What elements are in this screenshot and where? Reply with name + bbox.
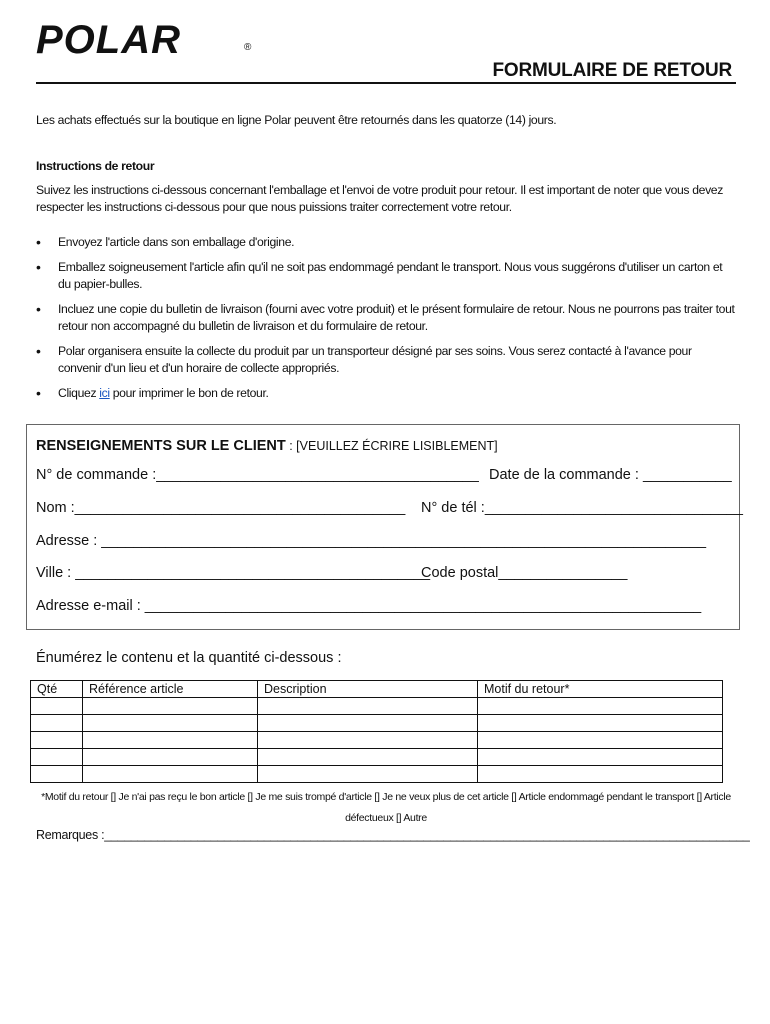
print-instruction-prefix: Cliquez	[58, 386, 100, 400]
table-cell[interactable]	[478, 715, 723, 732]
phone-field[interactable]: N° de tél :________________________________	[421, 500, 743, 516]
header-divider	[36, 82, 736, 84]
address-field[interactable]: Adresse : ___________________________________________________________________________	[36, 533, 707, 549]
table-cell[interactable]	[31, 749, 83, 766]
table-cell[interactable]	[31, 732, 83, 749]
page-title: FORMULAIRE DE RETOUR	[492, 60, 732, 81]
polar-logo	[36, 18, 252, 62]
table-cell[interactable]	[31, 766, 83, 783]
items-label: Énumérez le contenu et la quantité ci-dessous :	[36, 650, 342, 666]
table-cell[interactable]	[83, 715, 258, 732]
instructions-list	[36, 234, 736, 410]
postal-code-field[interactable]: Code postal________________	[421, 565, 628, 581]
table-header-row	[31, 681, 723, 698]
table-cell[interactable]	[258, 698, 478, 715]
name-field[interactable]: Nom :_________________________________________	[36, 500, 406, 516]
column-header: Description	[258, 681, 478, 698]
table-cell[interactable]	[83, 732, 258, 749]
table-cell[interactable]	[478, 698, 723, 715]
table-cell[interactable]	[258, 732, 478, 749]
list-item: • Envoyez l'article dans son emballage d'origine.	[36, 234, 736, 251]
table-row	[31, 732, 723, 749]
print-form-link[interactable]: ici	[99, 386, 110, 400]
client-heading	[36, 438, 498, 454]
intro-text: Les achats effectués sur la boutique en ligne Polar peuvent être retournés dans les quatorze (14) jours.	[36, 113, 557, 127]
brand-wordmark: POLAR	[36, 18, 181, 62]
table-row	[31, 749, 723, 766]
table-row	[31, 766, 723, 783]
order-date-field[interactable]: Date de la commande : ___________	[489, 467, 732, 483]
column-header: Motif du retour*	[478, 681, 723, 698]
table-cell[interactable]	[83, 698, 258, 715]
list-item: • Polar organisera ensuite la collecte du produit par un transporteur désigné par ses soins. Vous serez contacté à l'avance pour convenir d'un lieu et d'un horaire de collecte appropriés.	[36, 343, 736, 377]
column-header: Qté	[31, 681, 83, 698]
list-item	[36, 385, 736, 402]
email-field[interactable]: Adresse e-mail : _____________________________________________________________________	[36, 598, 702, 614]
column-header: Référence article	[83, 681, 258, 698]
list-item: • Incluez une copie du bulletin de livraison (fourni avec votre produit) et le présent formulaire de retour. Nous ne pourrons pas traiter tout retour non accompagné du bulletin de livraison et du formulaire de retour.	[36, 301, 736, 335]
table-cell[interactable]	[478, 749, 723, 766]
order-number-field[interactable]: N° de commande :________________________________________	[36, 467, 479, 483]
items-table	[30, 680, 723, 783]
return-reason-legend: *Motif du retour [] Je n'ai pas reçu le bon article [] Je me suis trompé d'article [] Je ne veux plus de cet article [] Article endommagé pendant le transport [] Article défectueux [] Autre	[41, 791, 731, 824]
remarks-field[interactable]: Remarques :_________________________________________________________________________________________________	[36, 828, 750, 842]
registered-mark: ®	[244, 42, 252, 53]
table-cell[interactable]	[478, 732, 723, 749]
instructions-heading: Instructions de retour	[36, 159, 155, 173]
client-heading-note: : [VEUILLEZ ÉCRIRE LISIBLEMENT]	[285, 439, 498, 453]
client-heading-title: RENSEIGNEMENTS SUR LE CLIENT	[36, 438, 286, 454]
table-cell[interactable]	[258, 715, 478, 732]
list-item: • Emballez soigneusement l'article afin qu'il ne soit pas endommagé pendant le transport. Nous vous suggérons d'utiliser un carton et du papier-bulles.	[36, 259, 736, 293]
instructions-text: Suivez les instructions ci-dessous concernant l'emballage et l'envoi de votre produit pour retour. Il est important de noter que vous devez respecter les instructions ci-dessous pour que nous puissions traiter correctement votre retour.	[36, 183, 723, 214]
table-cell[interactable]	[258, 749, 478, 766]
table-cell[interactable]	[478, 766, 723, 783]
table-cell[interactable]	[83, 766, 258, 783]
table-row	[31, 698, 723, 715]
print-instruction-suffix: pour imprimer le bon de retour.	[109, 386, 269, 400]
table-cell[interactable]	[83, 749, 258, 766]
table-cell[interactable]	[31, 715, 83, 732]
table-row	[31, 715, 723, 732]
table-cell[interactable]	[258, 766, 478, 783]
city-field[interactable]: Ville : ____________________________________________	[36, 565, 431, 581]
table-cell[interactable]	[31, 698, 83, 715]
